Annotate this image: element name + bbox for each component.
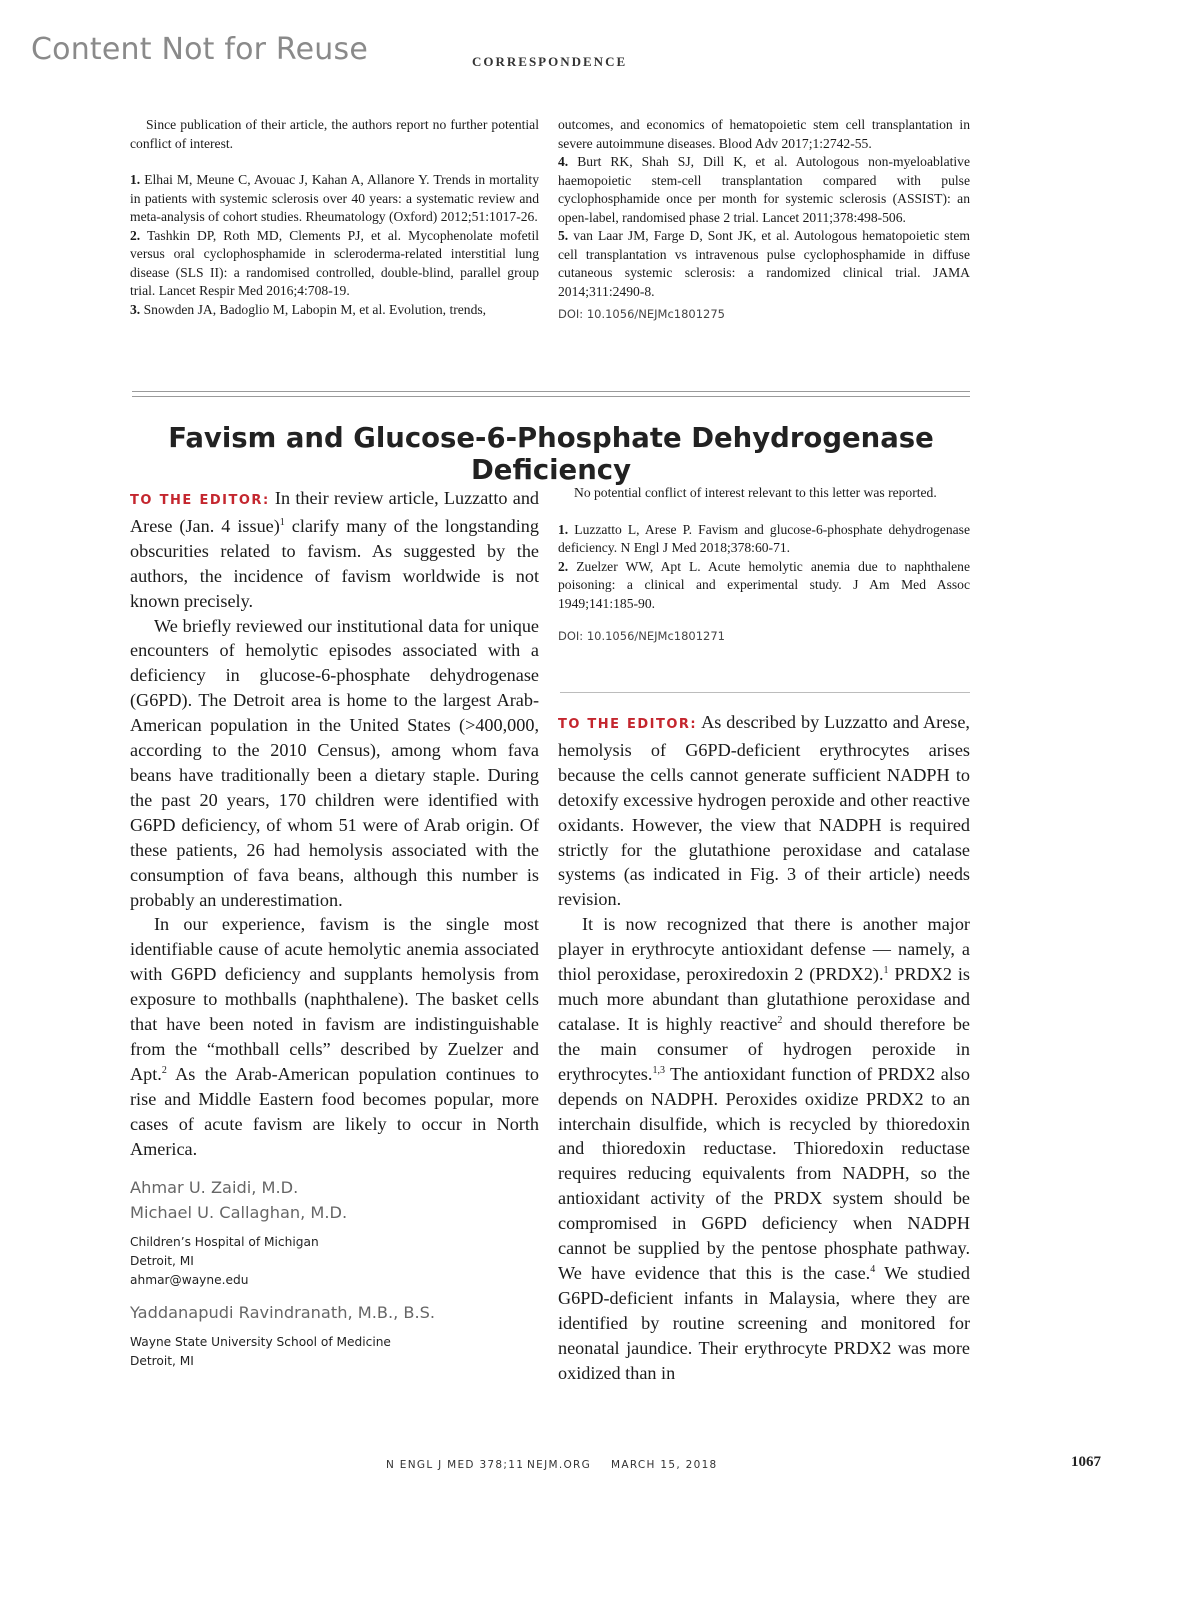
reference-text: Elhai M, Meune C, Avouac J, Kahan A, Allanore Y. Trends in mortality in patients with systemic sclerosis over 40 years: a systematic review and meta-analysis of cohort studies. Rheumatology (Oxford) 2012;51:1017-26. <box>130 172 539 224</box>
paragraph-text: clarify many of the longstanding obscurities related to favism. As suggested by the authors, the incidence of favism worldwide is not known precisely. <box>130 515 539 611</box>
reference-item <box>130 227 539 301</box>
letter-divider <box>560 692 970 693</box>
reference-number: 3. <box>130 301 141 317</box>
letter2-paragraph <box>558 710 970 912</box>
affiliation-institution: Children’s Hospital of Michigan <box>130 1235 319 1250</box>
affiliation-city: Detroit, MI <box>130 1254 194 1269</box>
affiliation-institution: Wayne State University School of Medicine <box>130 1335 391 1350</box>
paragraph-text: The antioxidant function of PRDX2 also depends on NADPH. Peroxides oxidize PRDX2 to an interchain disulfide, which is recycled by thioredoxin and thioredoxin reductase. Thioredoxin reductase requires reducing equivalents from NADPH, so the antioxidant activity of the PRDX system should be compromised in G6PD deficiency when NADPH cannot be supplied by the pentose phosphate pathway. We have evidence that this is the case. <box>558 1063 970 1283</box>
footer-site: NEJM.ORG <box>527 1459 592 1471</box>
paragraph-text: It is now recognized that there is another major player in erythrocyte antioxidant defense — namely, a thiol peroxidase, peroxiredoxin 2 (PRDX2). <box>558 914 970 985</box>
paragraph-text: We studied G6PD-deficient infants in Malaysia, where they are identified by routine screening and monitored for neonatal jaundice. Their erythrocyte PRDX2 was more oxidized than in <box>558 1262 970 1383</box>
letter1-body <box>130 486 539 1371</box>
disclosure-text: No potential conflict of interest relevant to this letter was reported. <box>574 485 937 500</box>
citation-marker: 1 <box>279 516 285 528</box>
article-title: Favism and Glucose-6-Phosphate Dehydrogenase Deficiency <box>168 422 934 486</box>
doi-text: DOI: 10.1056/NEJMc1801275 <box>558 307 725 321</box>
author-name: Ahmar U. Zaidi, M.D. <box>130 1178 299 1198</box>
paragraph-text: As described by Luzzatto and Arese, hemolysis of G6PD-deficient erythrocytes arises because the cells cannot generate sufficient NADPH to detoxify excessive hydrogen peroxide and other reactive oxidants. However, the view that NADPH is required strictly for the glutathione peroxidase and catalase systems (as indicated in Fig. 3 of their article) needs revision. <box>558 712 970 910</box>
reference-text: Snowden JA, Badoglio M, Labopin M, et al. Evolution, trends, <box>143 301 487 317</box>
reference-item <box>558 153 970 227</box>
paragraph-text: In our experience, favism is the single most identifiable cause of acute hemolytic anemia associated with G6PD deficiency and supplants hemolysis from exposure to mothballs (naphthalene). The basket cells that have been noted in favism are indistinguishable from the “mothball cells” described by Zuelzer and Apt. <box>130 914 539 1084</box>
footer-journal: N ENGL J MED 378;11 <box>386 1459 525 1471</box>
paragraph-text: PRDX2 is much more abundant than glutathione peroxidase and catalase. It is highly reactive <box>558 964 970 1034</box>
doi-text: DOI: 10.1056/NEJMc1801271 <box>558 629 725 643</box>
reference-item <box>558 558 970 614</box>
section-label: CORRESPONDENCE <box>472 54 628 69</box>
letter2-paragraph <box>558 912 970 1385</box>
reference-text: Tashkin DP, Roth MD, Clements PJ, et al. Mycophenolate mofetil versus oral cyclophosphamide in scleroderma-related interstitial lung disease (SLS II): a randomised controlled, double-blind, parallel group trial. Lancet Respir Med 2016;4:708-19. <box>130 227 540 298</box>
letter1-paragraph <box>130 912 539 1161</box>
author-name: Michael U. Callaghan, M.D. <box>130 1203 348 1223</box>
reference-item <box>558 227 970 301</box>
reference-item <box>558 521 970 558</box>
footer-date: MARCH 15, 2018 <box>611 1459 718 1471</box>
citation-marker: 4 <box>870 1263 876 1275</box>
citation-marker: 2 <box>161 1064 167 1076</box>
reference-text: van Laar JM, Farge D, Sont JK, et al. Autologous hematopoietic stem cell transplantation vs intravenous pulse cyclophosphamide in diffuse cutaneous systemic sclerosis: a randomized clinical trial. JAMA 2014;311:2490-8. <box>558 228 970 299</box>
reference-number: 1. <box>558 521 569 537</box>
editor-label: TO THE EDITOR: <box>130 493 270 508</box>
reference-number: 5. <box>558 228 569 243</box>
letter1-references <box>558 484 970 646</box>
letter2-body <box>558 710 970 1385</box>
reference-text: Luzzatto L, Arese P. Favism and glucose-6-phosphate dehydrogenase deficiency. N Engl J Med 2018;378:60-71. <box>558 521 970 555</box>
author-email: ahmar@wayne.edu <box>130 1273 249 1288</box>
section-divider <box>132 391 970 397</box>
paragraph-text: and should therefore be the main consumer of hydrogen peroxide in erythrocytes. <box>558 1013 971 1084</box>
citation-marker: 1,3 <box>652 1064 665 1076</box>
letter1-paragraph <box>130 486 539 614</box>
top-right-column <box>558 116 970 324</box>
page-number: 1067 <box>1071 1454 1101 1470</box>
reference-number: 1. <box>130 172 141 187</box>
affiliation-city: Detroit, MI <box>130 1354 194 1369</box>
disclosure-text: Since publication of their article, the authors report no further potential conflict of interest. <box>130 117 539 151</box>
reference-text: Zuelzer WW, Apt L. Acute hemolytic anemia due to naphthalene poisoning: a clinical and experimental study. J Am Med Assoc 1949;141:185-90. <box>558 558 970 611</box>
watermark: Content Not for Reuse <box>31 32 368 67</box>
reference-item <box>130 171 539 227</box>
paragraph-text: In their review article, Luzzatto and Arese (Jan. 4 issue) <box>130 488 540 536</box>
citation-marker: 2 <box>777 1014 783 1026</box>
reference-number: 2. <box>130 227 141 243</box>
reference-text: Burt RK, Shah SJ, Dill K, et al. Autologous non-myeloablative haemopoietic stem-cell transplantation compared with pulse cyclophosphamide once per month for systemic sclerosis (ASSIST): an open-label, randomised phase 2 trial. Lancet 2011;378:498-506. <box>558 154 970 225</box>
reference-item <box>130 301 539 320</box>
paragraph-text: As the Arab-American population continues to rise and Middle Eastern food becomes popular, more cases of acute favism are likely to occur in North America. <box>130 1063 539 1159</box>
editor-label: TO THE EDITOR: <box>558 717 698 732</box>
reference-text: outcomes, and economics of hematopoietic stem cell transplantation in severe autoimmune diseases. Blood Adv 2017;1:2742-55. <box>558 117 970 151</box>
reference-number: 2. <box>558 558 569 574</box>
letter1-paragraph: We briefly reviewed our institutional data for unique encounters of hemolytic episodes associated with a deficiency in glucose-6-phosphate dehydrogenase (G6PD). The Detroit area is home to the largest Arab-American population in the United States (>400,000, according to the 2010 Census), among whom fava beans have traditionally been a dietary staple. During the past 20 years, 170 children were identified with G6PD deficiency, of whom 51 were of Arab origin. Of these patients, 26 had hemolysis associated with the consumption of fava beans, although this number is probably an underestimation. <box>130 615 539 910</box>
author-name: Yaddanapudi Ravindranath, M.B., B.S. <box>130 1303 436 1323</box>
reference-number: 4. <box>558 154 569 169</box>
top-left-column <box>130 116 539 319</box>
citation-marker: 1 <box>883 965 889 976</box>
